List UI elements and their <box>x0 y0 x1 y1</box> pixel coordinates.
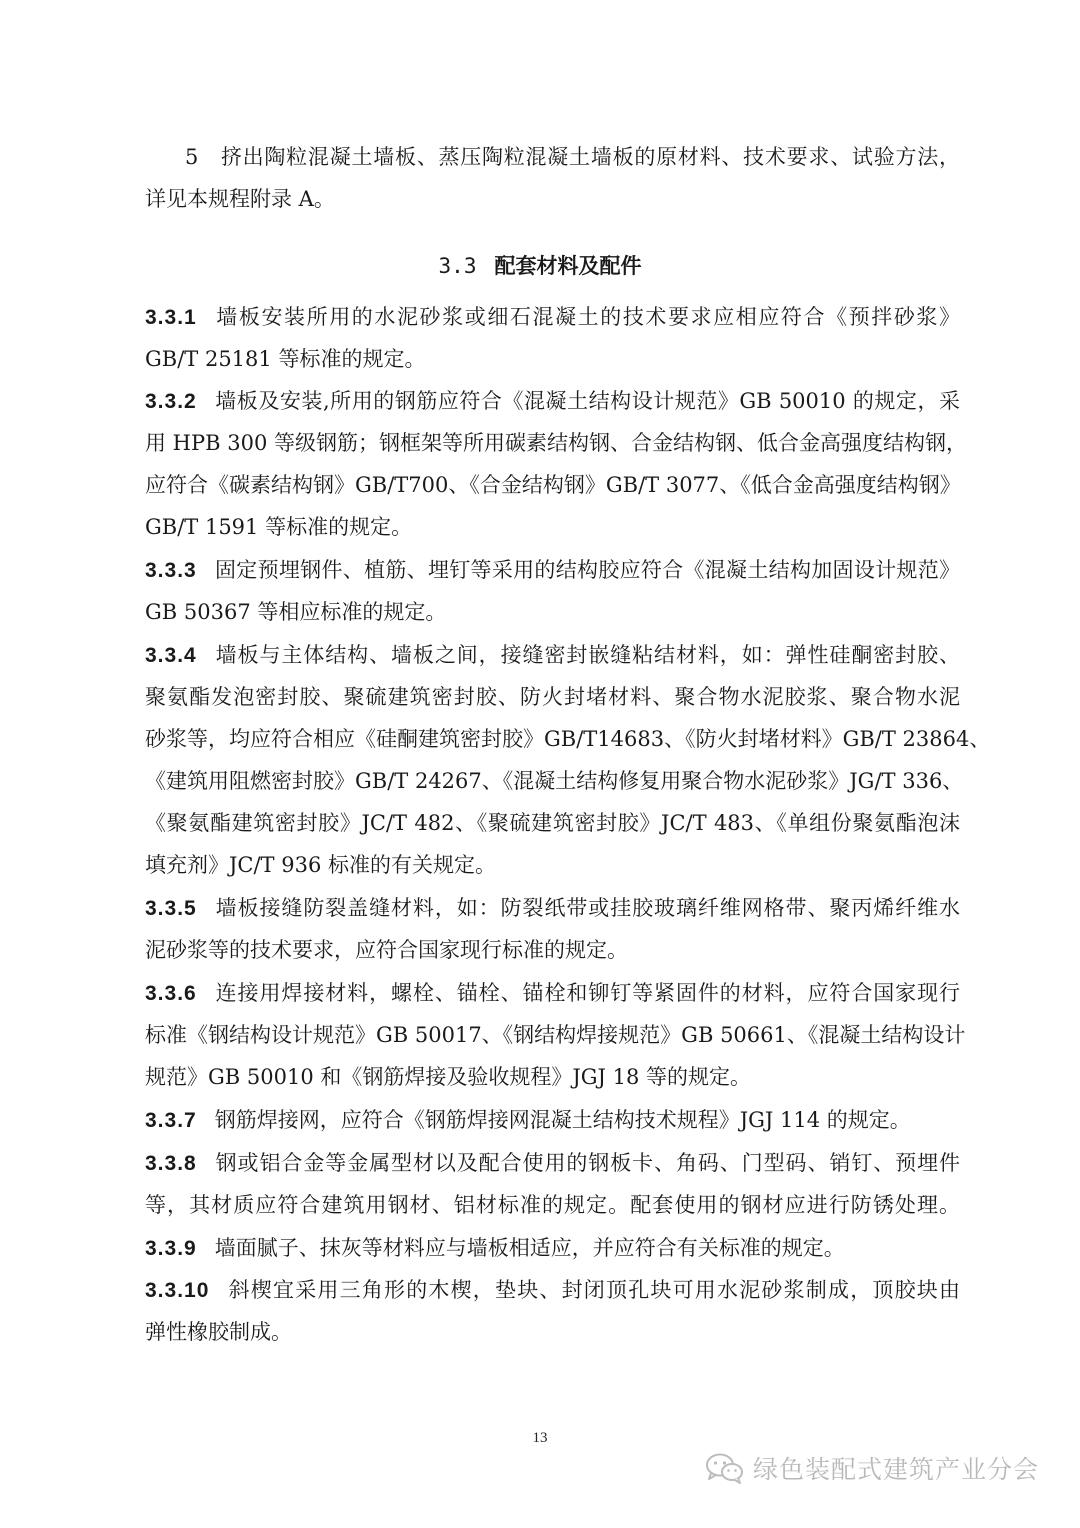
item-5-line-1: 5 挤出陶粒混凝土墙板、蒸压陶粒混凝土墙板的原材料、技术要求、试验方法， <box>185 145 960 169</box>
clause-3-3-4-line-5: 《聚氨酯建筑密封胶》JC/T 482、《聚硫建筑密封胶》JC/T 483、《单组份聚氨酯泡沫 <box>145 811 960 835</box>
clause-3-3-2-line-2: 用 HPB 300 等级钢筋；钢框架等所用碳素结构钢、合金结构钢、低合金高强度结构钢， <box>145 431 967 455</box>
clause-text: 墙板及安装,所用的钢筋应符合《混凝土结构设计规范》GB 50010 的规定，采 <box>214 389 960 413</box>
clause-number: 3.3.5 <box>145 897 197 920</box>
clause-3-3-1-line-2: GB/T 25181 等标准的规定。 <box>145 347 426 371</box>
clause-3-3-2-line-1 <box>145 386 960 417</box>
item-5-line-2: 详见本规程附录 A。 <box>145 187 335 211</box>
clause-3-3-4-line-4: 《建筑用阻燃密封胶》GB/T 24267、《混凝土结构修复用聚合物水泥砂浆》JG/T 336、 <box>145 769 964 793</box>
clause-3-3-9-line-1 <box>145 1233 960 1264</box>
clause-number: 3.3.3 <box>145 559 197 582</box>
clause-text: 墙面腻子、抹灰等材料应与墙板相适应，并应符合有关标准的规定。 <box>214 1236 845 1260</box>
clause-3-3-6-line-2: 标准《钢结构设计规范》GB 50017、《钢结构焊接规范》GB 50661、《混凝土结构设计 <box>145 1023 966 1047</box>
section-number: 3.3 <box>438 254 477 278</box>
clause-3-3-5-line-1 <box>145 893 960 924</box>
clause-text: 斜楔宜采用三角形的木楔，垫块、封闭顶孔块可用水泥砂浆制成，顶胶块由 <box>227 1278 960 1302</box>
clause-number: 3.3.1 <box>145 306 197 329</box>
clause-number: 3.3.8 <box>145 1152 197 1175</box>
clause-3-3-3-line-2: GB 50367 等相应标准的规定。 <box>145 600 447 624</box>
clause-3-3-4-line-6: 填充剂》JC/T 936 标准的有关规定。 <box>145 853 497 877</box>
clause-number: 3.3.10 <box>145 1279 210 1302</box>
clause-3-3-8-line-2: 等，其材质应符合建筑用钢材、铝材标准的规定。配套使用的钢材应进行防锈处理。 <box>145 1193 960 1217</box>
clause-number: 3.3.9 <box>145 1237 197 1260</box>
clause-3-3-3-line-1 <box>145 555 960 586</box>
clause-number: 3.3.4 <box>145 644 197 667</box>
clause-3-3-4-line-3: 砂浆等，均应符合相应《硅酮建筑密封胶》GB/T14683、《防火封堵材料》GB/T 23864、 <box>145 727 991 751</box>
clause-text: 墙板与主体结构、墙板之间，接缝密封嵌缝粘结材料，如：弹性硅酮密封胶、 <box>214 643 960 667</box>
clause-text: 连接用焊接材料，螺栓、锚栓、锚栓和铆钉等紧固件的材料，应符合国家现行 <box>214 981 960 1005</box>
clause-3-3-4-line-2: 聚氨酯发泡密封胶、聚硫建筑密封胶、防火封堵材料、聚合物水泥胶浆、聚合物水泥 <box>145 685 960 709</box>
clause-text: 墙板接缝防裂盖缝材料，如：防裂纸带或挂胶玻璃纤维网格带、聚丙烯纤维水 <box>214 896 960 920</box>
wechat-icon <box>705 1451 745 1485</box>
section-heading <box>0 251 1080 281</box>
clause-3-3-6-line-3: 规范》GB 50010 和《钢筋焊接及验收规程》JGJ 18 等的规定。 <box>145 1065 752 1089</box>
watermark <box>705 1448 1039 1488</box>
clause-text: 钢或铝合金等金属型材以及配合使用的钢板卡、角码、门型码、销钉、预埋件 <box>214 1151 960 1175</box>
clause-3-3-6-line-1 <box>145 978 960 1009</box>
clause-number: 3.3.6 <box>145 982 197 1005</box>
clause-number: 3.3.2 <box>145 390 197 413</box>
page-number: 13 <box>532 1430 548 1446</box>
section-title: 配套材料及配件 <box>494 254 642 278</box>
clause-text: 固定预埋钢件、植筋、埋钉等采用的结构胶应符合《混凝土结构加固设计规范》 <box>214 558 960 582</box>
clause-3-3-1-line-1 <box>145 302 960 333</box>
watermark-text: 绿色装配式建筑产业分会 <box>753 1455 1040 1484</box>
clause-3-3-8-line-1 <box>145 1148 960 1179</box>
clause-3-3-10-line-2: 弹性橡胶制成。 <box>145 1320 292 1344</box>
clause-3-3-2-line-3: 应符合《碳素结构钢》GB/T700、《合金结构钢》GB/T 3077、《低合金高强度结构钢》 <box>145 473 961 497</box>
clause-3-3-2-line-4: GB/T 1591 等标准的规定。 <box>145 515 413 539</box>
clause-3-3-7-line-1 <box>145 1105 960 1136</box>
clause-3-3-10-line-1 <box>145 1275 960 1306</box>
clause-text: 钢筋焊接网，应符合《钢筋焊接网混凝土结构技术规程》JGJ 114 的规定。 <box>214 1108 911 1132</box>
clause-number: 3.3.7 <box>145 1109 197 1132</box>
clause-3-3-4-line-1 <box>145 640 960 671</box>
clause-text: 墙板安装所用的水泥砂浆或细石混凝土的技术要求应相应符合《预拌砂浆》 <box>214 305 960 329</box>
clause-3-3-5-line-2: 泥砂浆等的技术要求，应符合国家现行标准的规定。 <box>145 938 628 962</box>
